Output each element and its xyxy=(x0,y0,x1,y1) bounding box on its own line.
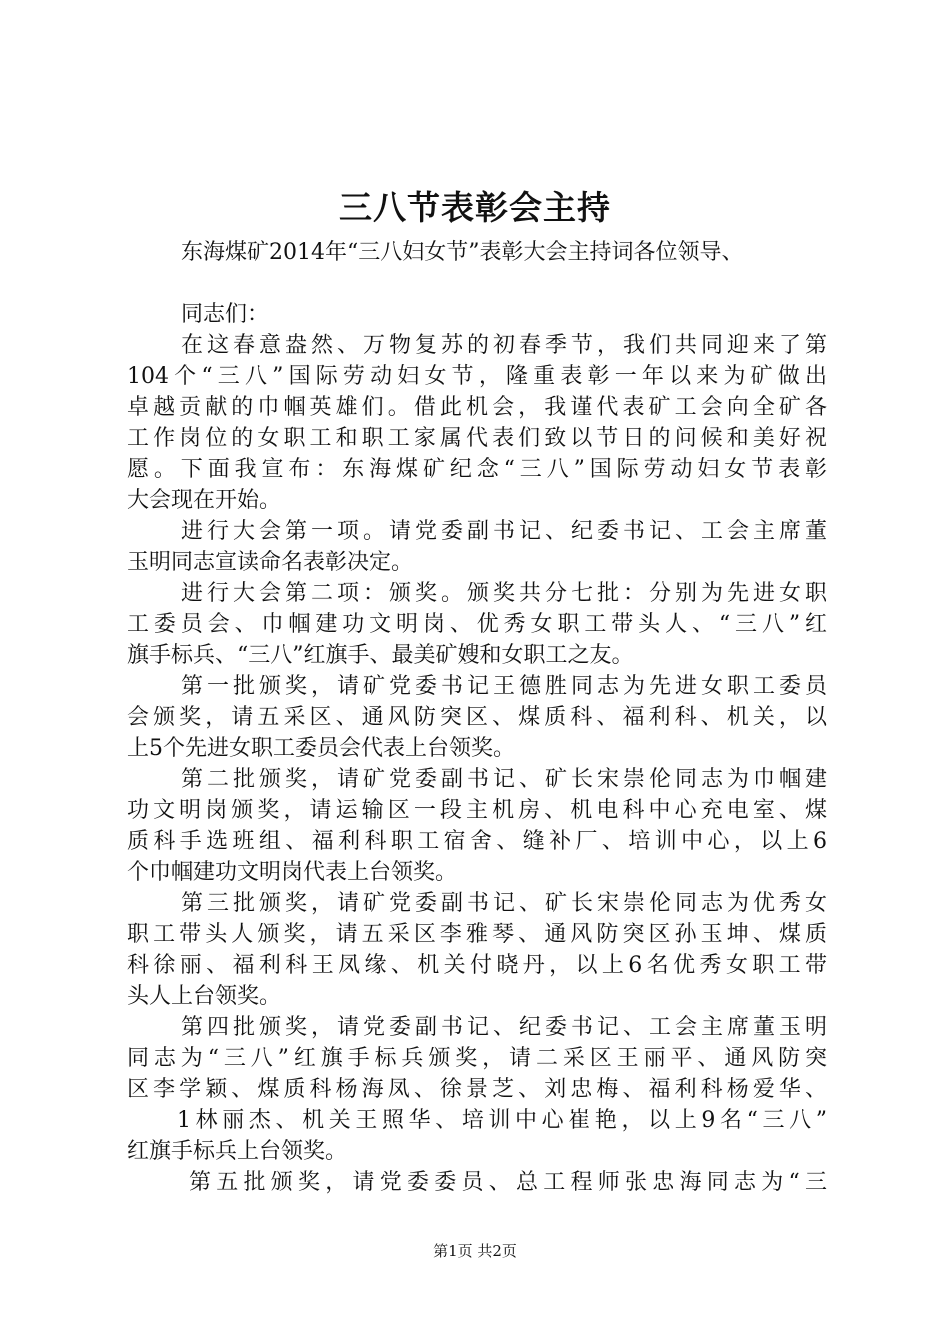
paragraph-line: 职工带头人颁奖，请五采区李雅琴、通风防突区孙玉坤、煤质 xyxy=(127,922,827,947)
paragraph-line: 第一批颁奖，请矿党委书记王德胜同志为先进女职工委员 xyxy=(181,674,827,699)
paragraph-line: 第五批颁奖，请党委委员、总工程师张忠海同志为“三 xyxy=(189,1170,827,1195)
paragraph-line: 同志为“三八”红旗手标兵颁奖，请二采区王丽平、通风防突 xyxy=(127,1046,827,1071)
paragraph-line: 在这春意盎然、万物复苏的初春季节，我们共同迎来了第 xyxy=(181,333,827,358)
paragraph-line: 工作岗位的女职工和职工家属代表们致以节日的问候和美好祝 xyxy=(127,426,827,451)
paragraph-line: 功文明岗颁奖，请运输区一段主机房、机电科中心充电室、煤 xyxy=(127,798,827,823)
document-title: 三八节表彰会主持 xyxy=(339,188,611,227)
paragraph-line: 1林丽杰、机关王照华、培训中心崔艳，以上9名“三八” xyxy=(177,1108,827,1133)
paragraph-line: 104个“三八”国际劳动妇女节，隆重表彰一年以来为矿做出 xyxy=(127,364,827,389)
paragraph-line: 第四批颁奖，请党委副书记、纪委书记、工会主席董玉明 xyxy=(181,1015,827,1040)
paragraph-line: 进行大会第一项。请党委副书记、纪委书记、工会主席董 xyxy=(181,519,827,544)
paragraph-line: 个巾帼建功文明岗代表上台领奖。 xyxy=(127,860,458,885)
paragraph-line: 会颁奖，请五采区、通风防突区、煤质科、福利科、机关，以 xyxy=(127,705,827,730)
paragraph-line: 上5个先进女职工委员会代表上台领奖。 xyxy=(127,736,515,761)
paragraph-line: 第三批颁奖，请矿党委副书记、矿长宋崇伦同志为优秀女 xyxy=(181,891,827,916)
intro-line: 东海煤矿2014年“三八妇女节”表彰大会主持词各位领导、 xyxy=(181,240,744,265)
paragraph-line: 玉明同志宣读命名表彰决定。 xyxy=(127,550,414,575)
paragraph-line: 进行大会第二项：颁奖。颁奖共分七批：分别为先进女职 xyxy=(181,581,827,606)
page-footer: 第1页 共2页 xyxy=(433,1242,517,1260)
paragraph-line: 第二批颁奖，请矿党委副书记、矿长宋崇伦同志为巾帼建 xyxy=(181,767,827,792)
paragraph-line: 红旗手标兵上台领奖。 xyxy=(127,1139,348,1164)
paragraph-line: 区李学颖、煤质科杨海凤、徐景芝、刘忠梅、福利科杨爱华、 xyxy=(127,1077,827,1102)
paragraph-line: 科徐丽、福利科王凤缘、机关付晓丹，以上6名优秀女职工带 xyxy=(127,953,827,978)
paragraph-line: 头人上台领奖。 xyxy=(127,984,282,1009)
paragraph-line: 旗手标兵、“三八”红旗手、最美矿嫂和女职工之友。 xyxy=(127,643,634,668)
document-body xyxy=(127,330,827,1198)
paragraph-line: 愿。下面我宣布：东海煤矿纪念“三八”国际劳动妇女节表彰 xyxy=(127,457,827,482)
paragraph-line: 质科手选班组、福利科职工宿舍、缝补厂、培训中心，以上6 xyxy=(127,829,827,854)
greeting-line: 同志们： xyxy=(181,302,270,327)
paragraph-line: 大会现在开始。 xyxy=(127,488,282,513)
paragraph-line: 工委员会、巾帼建功文明岗、优秀女职工带头人、“三八”红 xyxy=(127,612,827,637)
paragraph-line: 卓越贡献的巾帼英雄们。借此机会，我谨代表矿工会向全矿各 xyxy=(127,395,827,420)
